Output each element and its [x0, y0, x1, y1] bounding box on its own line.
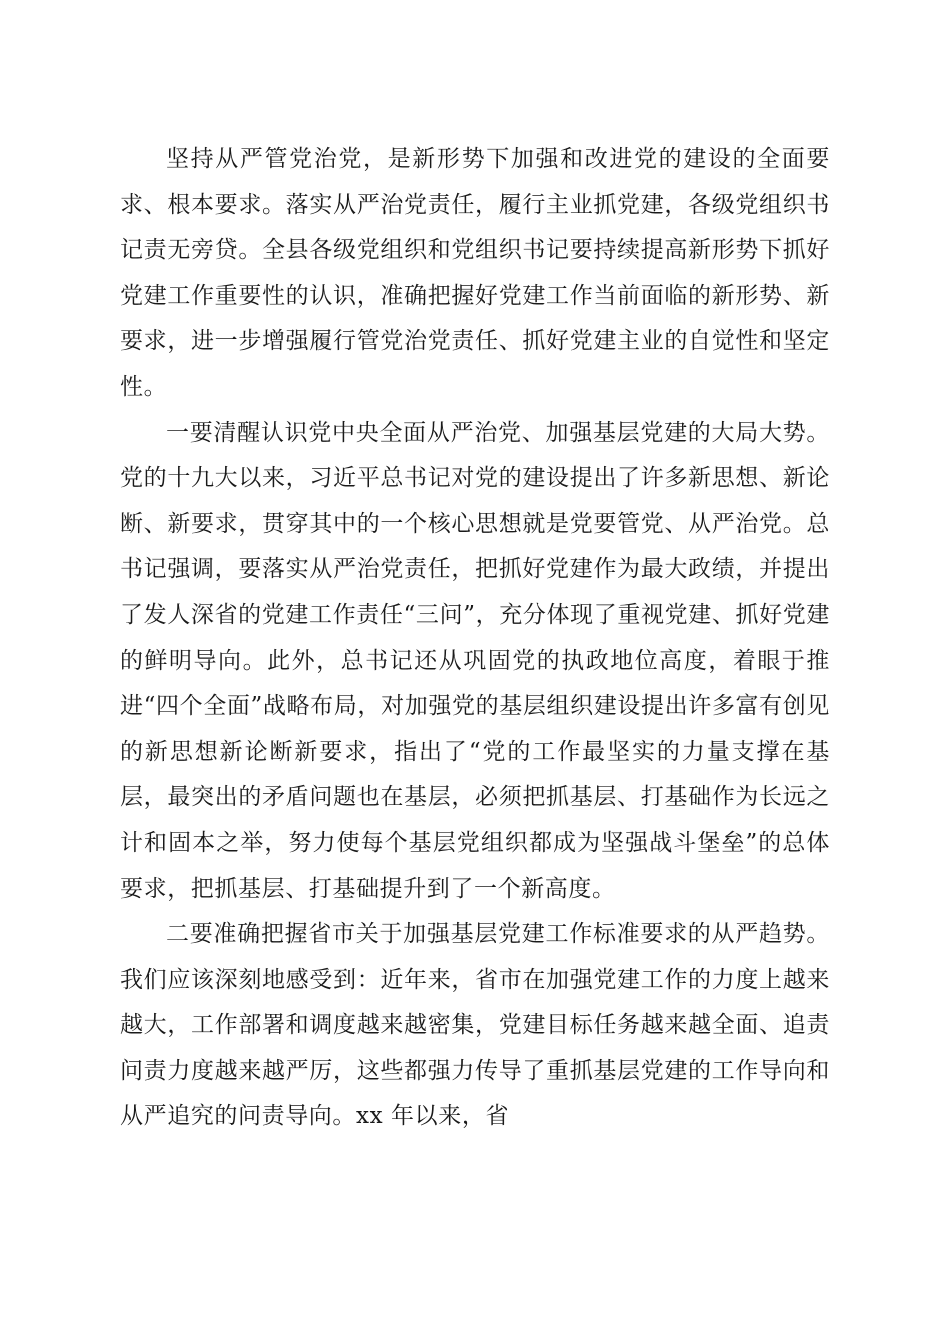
- paragraph-2: 一要清醒认识党中央全面从严治党、加强基层党建的大局大势。党的十九大以来，习近平总书记对党的建设提出了许多新思想、新论断、新要求，贯穿其中的一个核心思想就是党要管党、从严治党。总书记强调，要落实从严治党责任，把抓好党建作为最大政绩，并提出了发人深省的党建工作责任“三问”，充分体现了重视党建、抓好党建的鲜明导向。此外，总书记还从巩固党的执政地位高度，着眼于推进“四个全面”战略布局，对加强党的基层组织建设提出许多富有创见的新思想新论断新要求，指出了“党的工作最坚实的力量支撑在基层，最突出的矛盾问题也在基层，必须把抓基层、打基础作为长远之计和固本之举，努力使每个基层党组织都成为坚强战斗堡垒”的总体要求，把抓基层、打基础提升到了一个新高度。: [120, 419, 830, 902]
- paragraph-1: 坚持从严管党治党，是新形势下加强和改进党的建设的全面要求、根本要求。落实从严治党责任，履行主业抓党建，各级党组织书记责无旁贷。全县各级党组织和党组织书记要持续提高新形势下抓好党建工作重要性的认识，准确把握好党建工作当前面临的新形势、新要求，进一步增强履行管党治党责任、抓好党建主业的自觉性和坚定性。: [120, 146, 830, 400]
- document-body: [120, 137, 830, 1140]
- paragraph-3: 二要准确把握省市关于加强基层党建工作标准要求的从严趋势。我们应该深刻地感受到：近年来，省市在加强党建工作的力度上越来越大，工作部署和调度越来越密集，党建目标任务越来越全面、追责问责力度越来越严厉，这些都强力传导了重抓基层党建的工作导向和从严追究的问责导向。xx 年以来，省: [120, 921, 830, 1130]
